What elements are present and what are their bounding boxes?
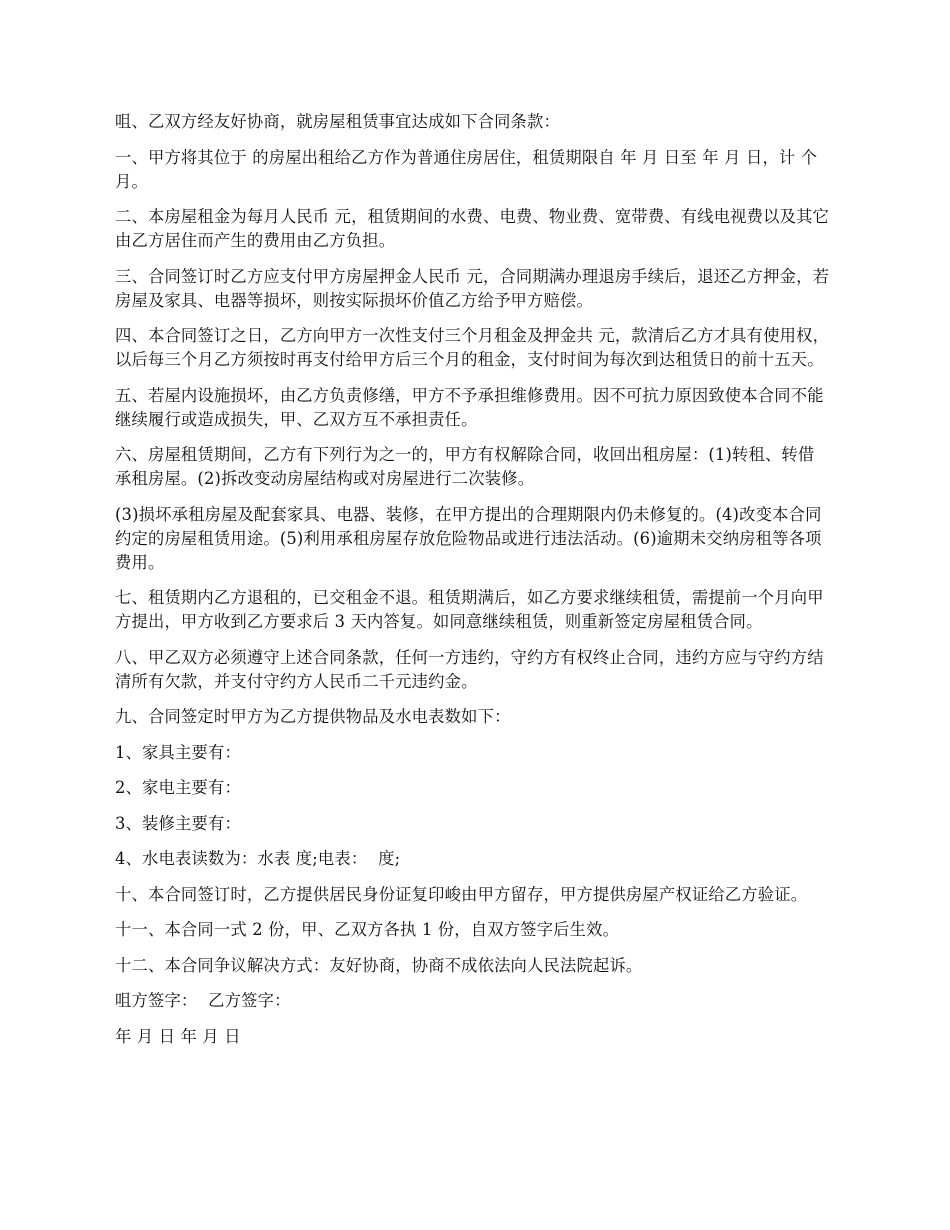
document-body [115,110,830,1060]
date-line: 年 月 日 年 月 日 [115,1026,241,1046]
clause-6-continued: (3)损坏承租房屋及配套家具、电器、装修，在甲方提出的合理期限内仍未修复的。(4)改变本合同约定的房屋租赁用途。(5)利用承租房屋存放危险物品或进行违法活动。(6)逾期未交纳房租等各项费用。 [115,504,822,572]
contract-intro: 咀、乙双方经友好协商，就房屋租赁事宜达成如下合同条款： [115,112,560,131]
clause-8: 八、甲乙双方必须遵守上述合同条款，任何一方违约，守约方有权终止合同，违约方应与守约方结清所有欠款，并支付守约方人民币二千元违约金。 [115,647,824,691]
signature-line: 咀方签字： 乙方签字： [115,991,291,1010]
furniture-list: 1、家具主要有： [115,742,241,762]
decoration-list: 3、装修主要有： [115,813,241,833]
clause-9: 九、合同签定时甲方为乙方提供物品及水电表数如下： [115,707,511,726]
clause-7: 七、租赁期内乙方退租的，已交租金不退。租赁期满后，如乙方要求继续租赁，需提前一个月向甲方提出，甲方收到乙方要求后 3 天内答复。如同意继续租赁，则重新签定房屋租赁合同。 [115,588,824,631]
clause-12: 十二、本合同争议解决方式：友好协商，协商不成依法向人民法院起诉。 [115,955,643,975]
clause-10: 十、本合同签订时，乙方提供居民身份证复印峻由甲方留存，甲方提供房屋产权证给乙方验证。 [115,884,808,904]
clause-1: 一、甲方将其位于 的房屋出租给乙方作为普通住房居住，租赁期限自 年 月 日至 年 月 日，计 个月。 [115,147,818,191]
clause-2: 二、本房屋租金为每月人民币 元，租赁期间的水费、电费、物业费、宽带费、有线电视费以及其它由乙方居住而产生的费用由乙方负担。 [115,207,830,250]
clause-3: 三、合同签订时乙方应支付甲方房屋押金人民币 元，合同期满办理退房手续后，退还乙方押金，若房屋及家具、电器等损坏，则按实际损坏价值乙方给予甲方赔偿。 [115,266,830,310]
clause-5: 五、若屋内设施损坏，由乙方负责修缮，甲方不予承担维修费用。因不可抗力原因致使本合同不能继续履行或造成损失，甲、乙双方互不承担责任。 [115,385,824,429]
meter-readings: 4、水电表读数为：水表 度;电表： 度; [115,849,401,868]
clause-4: 四、本合同签订之日，乙方向甲方一次性支付三个月租金及押金共 元，款清后乙方才具有使用权，以后每三个月乙方须按时再支付给甲方后三个月的租金，支付时间为每次到达租赁日的前十五天。 [115,326,830,369]
appliance-list: 2、家电主要有： [115,778,241,797]
clause-6: 六、房屋租赁期间，乙方有下列行为之一的，甲方有权解除合同，收回出租房屋：(1)转租、转借承租房屋。(2)拆改变动房屋结构或对房屋进行二次装修。 [115,445,815,488]
clause-11: 十一、本合同一式 2 份，甲、乙双方各执 1 份，自双方签字后生效。 [115,920,620,939]
